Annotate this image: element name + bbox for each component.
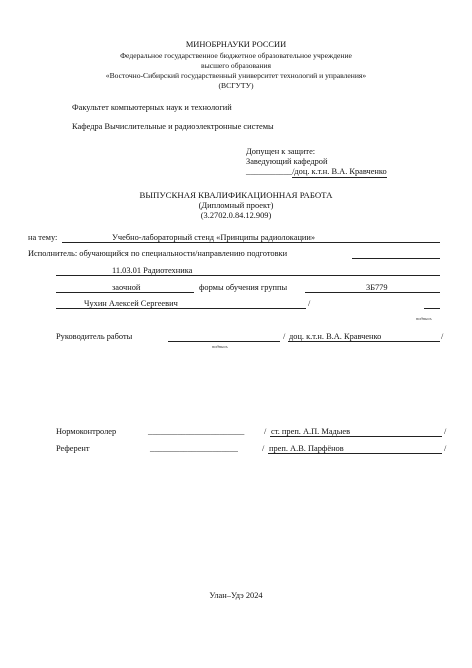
referee-slash: / [262, 444, 265, 453]
supervisor-signature-caption: подпись [212, 344, 228, 349]
supervisor-name: доц. к.т.н. В.А. Кравченко [289, 332, 382, 341]
head-signature-blank: ___________ [246, 167, 293, 176]
topic-label: на тему: [28, 233, 58, 242]
institution-line-2: высшего образования [201, 61, 271, 70]
group-value: 3Б779 [366, 283, 388, 292]
department-name: Кафедра Вычислительные и радиоэлектронные системы [72, 122, 274, 131]
faculty-name: Факультет компьютерных наук и технологий [72, 103, 232, 112]
thesis-code: (3.2702.0.84.12.909) [200, 211, 272, 220]
university-abbr: (ВСГУТУ) [218, 81, 254, 90]
supervisor-slash: / [283, 332, 286, 341]
admitted-label: Допущен к защите: [246, 147, 316, 156]
supervisor-label: Руководитель работы [56, 332, 133, 341]
normcontrol-end-slash: / [444, 427, 447, 436]
normcontrol-name: ст. преп. А.П. Мадыев [271, 427, 351, 436]
ministry-title: МИНОБРНАУКИ РОССИИ [185, 40, 287, 49]
head-of-department-label: Заведующий кафедрой [246, 157, 328, 166]
supervisor-end-slash: / [441, 332, 444, 341]
study-form-value: заочной [112, 283, 141, 292]
normcontrol-signature-blank: _______________________ [148, 427, 245, 436]
performer-name: Чухин Алексей Сергеевич [84, 299, 178, 308]
performer-signature-caption: подпись [416, 316, 432, 321]
referee-end-slash: / [444, 444, 447, 453]
city-year: Улан–Удэ 2024 [209, 591, 263, 600]
specialty-value: 11.03.01 Радиотехника [112, 266, 193, 275]
head-of-department-name: /доц. к.т.н. В.А. Кравченко [292, 167, 387, 176]
university-name: «Восточно-Сибирский государственный университет технологий и управления» [105, 71, 367, 80]
referee-name: преп. А.В. Парфёнов [269, 444, 344, 453]
performer-slash: / [308, 299, 311, 308]
performer-label-underline [352, 258, 440, 259]
head-signature-line [246, 167, 387, 178]
thesis-title: ВЫПУСКНАЯ КВАЛИФИКАЦИОННАЯ РАБОТА [139, 190, 333, 200]
referee-label: Референт [56, 444, 90, 453]
performer-signature-underline [424, 308, 440, 309]
study-form-label: формы обучения группы [199, 283, 288, 292]
institution-line-1: Федеральное государственное бюджетное образовательное учреждение [120, 51, 352, 60]
supervisor-signature-underline [168, 341, 280, 342]
referee-signature-blank: _____________________ [150, 444, 238, 453]
topic-value: Учебно-лабораторный стенд «Принципы радиолокации» [112, 233, 316, 242]
normcontrol-label: Нормоконтролер [56, 427, 117, 436]
thesis-type: (Дипломный проект) [198, 201, 274, 210]
performer-label: Исполнитель: обучающийся по специальности/направлению подготовки [28, 249, 288, 258]
normcontrol-slash: / [264, 427, 267, 436]
